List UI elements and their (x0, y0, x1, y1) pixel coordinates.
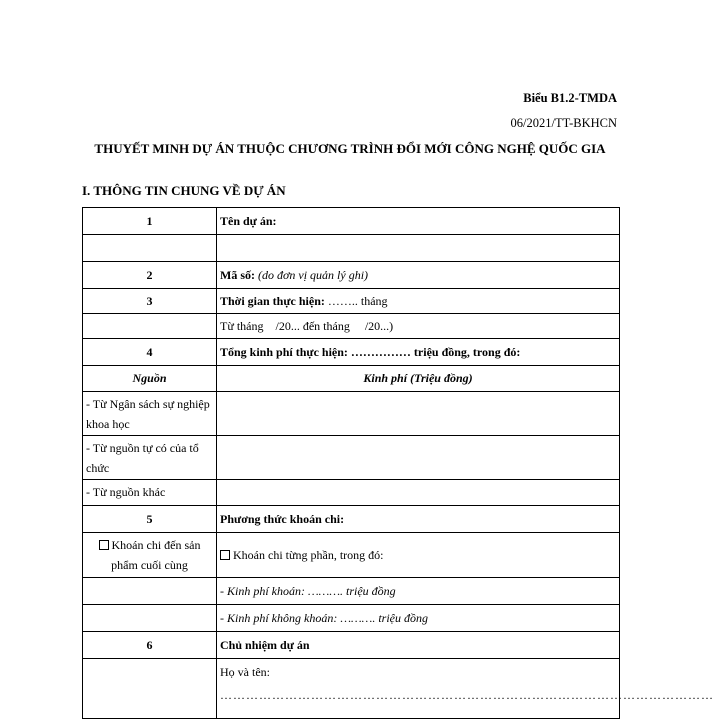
source-amount[interactable] (217, 392, 620, 436)
row-project-name-value (83, 235, 620, 262)
row-source-science-budget (83, 392, 620, 436)
row-project-code (83, 262, 620, 289)
row-duration-range (83, 314, 620, 339)
row-number: 1 (83, 208, 217, 235)
option-partial-label: Khoán chi từng phần, trong đó: (233, 547, 384, 562)
duration-range: Từ tháng /20... đến tháng /20...) (217, 314, 620, 339)
row-total-budget (83, 339, 620, 366)
row-source-header (83, 366, 620, 392)
project-name-value[interactable] (217, 235, 620, 262)
source-amount[interactable] (217, 480, 620, 506)
duration-cell (217, 289, 620, 314)
option-partial[interactable] (217, 533, 620, 578)
source-label: - Từ Ngân sách sự nghiệp khoa học (83, 392, 217, 436)
leader-info-cell (217, 659, 714, 719)
document-title: THUYẾT MINH DỰ ÁN THUỘC CHƯƠNG TRÌNH ĐỔI MỚI CÔNG NGHỆ QUỐC GIA (94, 141, 606, 156)
row-source-own-funds (83, 436, 620, 480)
row-number: 5 (83, 506, 217, 533)
row-number: 6 (83, 632, 217, 659)
project-name-label: Tên dự án: (217, 208, 620, 235)
blank-cell (83, 235, 217, 262)
row-number: 2 (83, 262, 217, 289)
blank-cell (83, 314, 217, 339)
amount-column-header: Kinh phí (Triệu đồng) (217, 366, 620, 392)
source-label: - Từ nguồn khác (83, 480, 217, 506)
blank-cell (83, 605, 217, 632)
row-source-other (83, 480, 620, 506)
row-number: 4 (83, 339, 217, 366)
form-code: Biểu B1.2-TMDA (523, 91, 617, 105)
row-number: 3 (83, 289, 217, 314)
source-column-header: Nguồn (83, 366, 217, 392)
row-expense-options (83, 533, 620, 578)
duration-label: Thời gian thực hiện: (220, 293, 325, 308)
row-duration (83, 289, 620, 314)
section-heading: I. THÔNG TIN CHUNG VỀ DỰ ÁN (82, 183, 286, 198)
row-non-contracted-budget (83, 605, 620, 632)
row-project-leader (83, 632, 620, 659)
row-contracted-budget (83, 578, 620, 605)
total-budget-label: Tổng kinh phí thực hiện: (220, 344, 348, 359)
blank-cell (83, 578, 217, 605)
leader-name-dots[interactable]: …………………………………………………………………………………………………… (220, 688, 714, 702)
contracted-budget: - Kinh phí khoán: ………. triệu đồng (217, 578, 620, 605)
source-amount[interactable] (217, 436, 620, 480)
option-final-product-label: Khoán chi đến sản phẩm cuối cùng (111, 538, 201, 572)
checkbox-icon[interactable] (99, 540, 109, 550)
project-leader-label: Chủ nhiệm dự án (217, 632, 620, 659)
project-code-cell (217, 262, 620, 289)
project-info-table (82, 207, 714, 719)
row-expense-method (83, 506, 620, 533)
row-project-name (83, 208, 620, 235)
row-project-leader-info (83, 659, 620, 719)
blank-cell (83, 659, 217, 719)
non-contracted-budget: - Kinh phí không khoán: ………. triệu đồng (217, 605, 620, 632)
expense-method-label: Phương thức khoán chi: (217, 506, 620, 533)
duration-value: …….. tháng (324, 293, 388, 308)
checkbox-icon[interactable] (220, 550, 230, 560)
project-code-note: (do đơn vị quản lý ghi) (258, 267, 369, 282)
source-label: - Từ nguồn tự có của tổ chức (83, 436, 217, 480)
total-budget-cell (217, 339, 620, 366)
leader-name-label: Họ và tên: (220, 665, 270, 679)
total-budget-value: …………… triệu đồng, trong đó: (347, 344, 521, 359)
form-reference: 06/2021/TT-BKHCN (510, 116, 617, 130)
project-code-label: Mã số: (220, 267, 255, 282)
option-final-product[interactable] (83, 533, 217, 578)
